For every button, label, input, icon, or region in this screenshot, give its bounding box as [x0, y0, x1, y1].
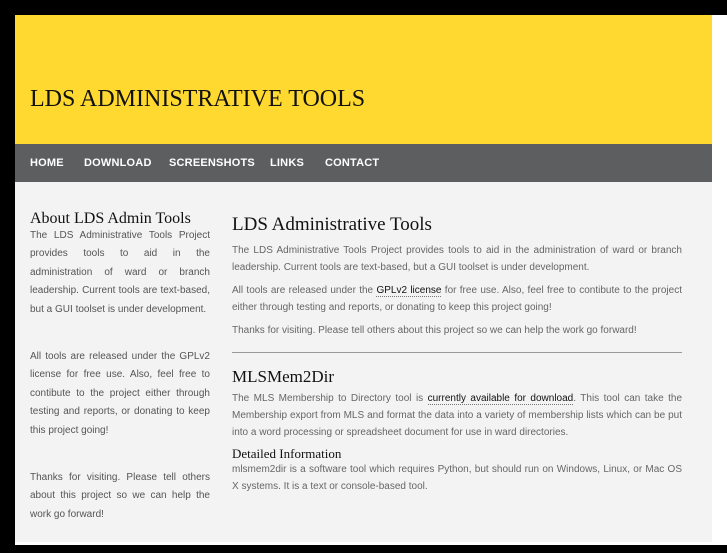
mlsmem2dir-text-after: . This tool can take the Membership export from MLS and format the data into a variety of membership lists which can be put into a word processing or spreadsheet document for use in ward directories. — [232, 393, 683, 438]
intro-paragraph: The LDS Administrative Tools Project provides tools to aid in the administration of ward or branch leadership. Current tools are text-based, but a GUI toolset is under development. — [232, 245, 682, 273]
license-text-after: for free use. Also, feel free to contibute to the project either through testing and reports, or donating to keep this project going! — [232, 285, 682, 313]
nav-home[interactable]: HOME — [30, 157, 64, 169]
mlsmem2dir-paragraph — [232, 390, 682, 441]
nav-contact[interactable]: CONTACT — [325, 157, 380, 169]
page-title: LDS Administrative Tools — [232, 214, 432, 235]
detail-paragraph: mlsmem2dir is a software tool which requires Python, but should run on Windows, Linux, or Mac OS X systems. It is a text or console-based tool. — [232, 464, 682, 492]
nav-links[interactable]: LINKS — [270, 157, 304, 169]
site-title: LDS ADMINISTRATIVE TOOLS — [30, 86, 366, 112]
nav-screenshots[interactable]: SCREENSHOTS — [169, 157, 255, 169]
detail-heading: Detailed Information — [232, 446, 342, 461]
sidebar-heading: About LDS Admin Tools — [30, 210, 191, 227]
license-text-before: All tools are released under the — [232, 285, 377, 296]
main-content — [232, 215, 682, 501]
sidebar-paragraph-about: The LDS Administrative Tools Project provides tools to aid in the administration of ward or branch leadership. Current tools are text-based, but a GUI toolset is under development. — [30, 230, 210, 315]
sidebar-paragraph-thanks: Thanks for visiting. Please tell others about this project so we can help the work go forward! — [30, 472, 210, 520]
sidebar-paragraph-license: All tools are released under the GPLv2 license for free use. Also, feel free to contibute to the project either through testing and reports, or donating to keep this project going! — [30, 351, 210, 436]
thanks-paragraph: Thanks for visiting. Please tell others about this project so we can help the work go forward! — [232, 325, 637, 336]
license-paragraph — [232, 282, 682, 316]
download-link[interactable]: currently available for download — [427, 393, 574, 404]
mlsmem2dir-text-before: The MLS Membership to Directory tool is — [232, 393, 428, 404]
nav-download[interactable]: DOWNLOAD — [84, 157, 152, 169]
gplv2-license-link[interactable]: GPLv2 license — [376, 285, 442, 296]
sidebar — [30, 210, 210, 553]
section-divider — [232, 352, 682, 353]
main-nav — [15, 144, 712, 182]
section-title: MLSMem2Dir — [232, 367, 334, 386]
site-header — [15, 15, 712, 159]
